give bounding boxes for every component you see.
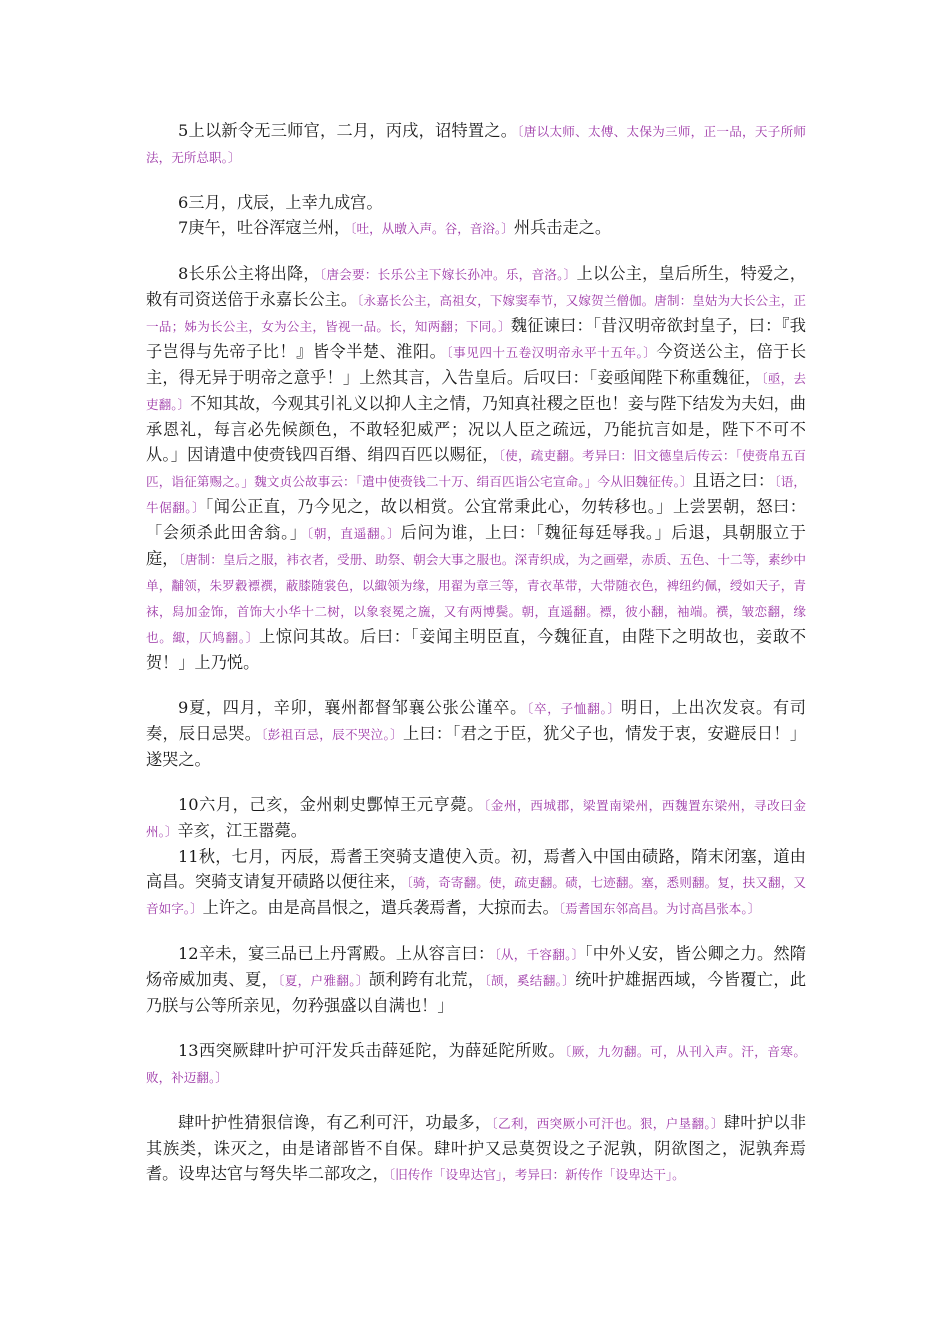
- body-text: 今资送公主，倍于长主，得无异于明帝之意乎！」上然其言，入告皇后。后叹曰：「妾亟闻陛下称重魏征，: [146, 342, 807, 387]
- annotation-note: 〔彭祖百忌，辰不哭泣。〕: [261, 727, 403, 742]
- annotation-note: 〔唐会要：长乐公主下嫁长孙冲。乐，音洛。〕: [319, 267, 577, 282]
- paragraph-14: [146, 1110, 806, 1187]
- body-text: 7庚午，吐谷浑寇兰州，: [178, 218, 351, 237]
- annotation-note: 〔语，牛倨翻。〕: [146, 474, 807, 515]
- body-text: 「中外乂安，皆公卿之力。然隋炀帝威加夷、夏，: [146, 944, 806, 989]
- annotation-note: 〔朝，直遥翻。〕: [306, 526, 401, 541]
- body-text: 上许之。由是高昌恨之，遣兵袭焉耆，大掠而去。: [202, 898, 559, 917]
- annotation-note: 〔金州，西城郡，梁置南梁州，西魏置东梁州，寻改曰金州。〕: [146, 798, 806, 839]
- paragraph-5: [146, 118, 806, 170]
- body-text: 13西突厥肆叶护可汗发兵击薛延陀，为薛延陀所败。: [178, 1041, 565, 1060]
- body-text: 肆叶护以非其族类，诛灭之，由是诸部皆不自保。肆叶护又忌莫贺设之子泥孰，阴欲图之，泥孰奔焉耆。设卑达官与弩失毕二部攻之，: [146, 1113, 807, 1183]
- annotation-note: 〔吐，从暾入声。谷，音浴。〕: [350, 221, 514, 236]
- body-text: 辛亥，江王嚣薨。: [177, 821, 307, 840]
- paragraph-7: [146, 215, 806, 241]
- body-text: 后问为谁，上曰：「魏征每廷辱我。」后退，具朝服立于庭，: [146, 523, 806, 568]
- body-text: 统叶护雄据西域，今皆覆亡，此乃朕与公等所亲见，勿矜强盛以自满也！」: [146, 970, 807, 1015]
- annotation-note: 〔永嘉长公主，高祖女，下嫁窦奉节，又嫁贺兰僧伽。唐制：皇姑为大长公主，正一品；姊为长公主，女为公主，皆视一品。长，知两翻；下同。〕: [146, 293, 806, 334]
- annotation-note: 〔事见四十五卷汉明帝永平十五年。〕: [446, 345, 657, 360]
- annotation-note: 〔夏，户雅翻。〕: [278, 973, 369, 988]
- paragraph-10: [146, 792, 806, 844]
- body-text: 不知其故，今观其引礼义以抑人主之情，乃知真社稷之臣也！妾与陛下结发为夫妇，曲承恩礼，每言必先候颜色，不敢轻犯威严；况以人臣之疏远，乃能抗言如是，陛下不可不从。」因请遣中使赍钱四百缗、绢四百匹以赐征，: [146, 394, 806, 464]
- annotation-note: 〔使，疏吏翻。考异曰：旧文德皇后传云：「使赍帛五百匹，诣征第赐之。」魏文贞公故事云：「遣中使赍钱二十万、绢百匹诣公宅宣命。」今从旧魏征传。〕: [146, 448, 806, 489]
- body-text: 颉利跨有北荒，: [368, 970, 485, 989]
- body-text: 11秋，七月，丙辰，焉耆王突骑支遣使入贡。初，焉耆入中国由碛路，隋末闭塞，道由高昌。突骑支请复开碛路以便往来，: [146, 847, 806, 891]
- annotation-note: 〔唐制：皇后之服，袆衣者，受册、助祭、朝会大事之服也。深青织成，为之画翚，赤质、五色、十二等，素纱中单，黼领，朱罗縠褾襈，蔽膝随裳色，以緅领为缘，用翟为章三等，青衣革带，大带随衣色，裨纽约佩，绶如天子，青袜，舄加金饰，首饰大小华十二树，以象衮冕之旒，又有两博鬓。朝，直遥翻。褾，彼小翻，袖端。襈，皱恋翻，缘也。緅，仄鸠翻。〕: [146, 552, 807, 645]
- paragraph-6: [146, 190, 806, 215]
- body-text: 州兵击走之。: [513, 218, 612, 237]
- annotation-note: 〔亟，去吏翻。〕: [146, 371, 806, 412]
- paragraph-8: [146, 261, 806, 675]
- annotation-note: 〔唐以太师、太傅、太保为三师，正一品，天子所师法，无所总职。〕: [146, 124, 806, 165]
- body-text: 9夏，四月，辛卯，襄州都督邹襄公张公谨卒。: [178, 698, 527, 717]
- body-text: 5上以新令无三师官，二月，丙戌，诏特置之。: [178, 121, 518, 140]
- annotation-note: 〔厥，九勿翻。可，从刊入声。汗，音寒。败，补迈翻。〕: [146, 1044, 806, 1085]
- paragraph-11: [146, 844, 806, 921]
- annotation-note: 〔旧传作「设卑达官」，考异曰：新传作「设卑达干」。: [388, 1167, 685, 1182]
- annotation-note: 〔焉耆国东邻高昌。为讨高昌张本。〕: [558, 901, 761, 916]
- body-text: 肆叶护性猜狠信谗，有乙利可汗，功最多，: [178, 1113, 492, 1132]
- body-text: 8长乐公主将出降，: [178, 264, 320, 283]
- body-text: 魏征谏曰：「昔汉明帝欲封皇子，曰：『我子岂得与先帝子比！』皆令半楚、淮阳。: [146, 316, 806, 361]
- annotation-note: 〔卒，子恤翻。〕: [526, 701, 621, 716]
- body-text: 上以公主，皇后所生，特爱之，敕有司资送倍于永嘉长公主。: [146, 264, 806, 309]
- paragraph-13: [146, 1038, 806, 1090]
- body-text: 且语之曰：: [692, 471, 775, 490]
- annotation-note: 〔乙利，西突厥小可汗也。狠，户垦翻。〕: [491, 1116, 724, 1131]
- annotation-note: 〔从，千容翻。〕: [494, 947, 585, 962]
- annotation-note: 〔颉，奚结翻。〕: [484, 973, 576, 988]
- body-text: 10六月，己亥，金州刺史酆悼王元亨薨。: [178, 795, 484, 814]
- paragraph-9: [146, 695, 806, 772]
- annotation-note: 〔骑，奇寄翻。使，疏吏翻。碛，七迹翻。塞，悉则翻。复，扶又翻，又音如字。〕: [146, 875, 807, 916]
- body-text: 上惊问其故。后曰：「妾闻主明臣直，今魏征直，由陛下之明故也，妾敢不贺！」上乃悦。: [146, 627, 807, 672]
- paragraph-12: [146, 941, 806, 1018]
- document-page: [146, 118, 806, 1187]
- body-text: 明日，上出次发哀。有司奏，辰日忌哭。: [146, 698, 806, 743]
- body-text: 上曰：「君之于臣，犹父子也，情发于衷，安避辰日！」遂哭之。: [146, 724, 807, 769]
- body-text: 「闻公正直，乃今见之，故以相赏。公宜常秉此心，勿转移也。」上尝罢朝，怒曰：「会须杀此田舍翁。」: [146, 497, 806, 542]
- body-text: 6三月，戊辰，上幸九成宫。: [178, 193, 383, 212]
- body-text: 12辛未，宴三品已上丹霄殿。上从容言曰：: [178, 944, 495, 963]
